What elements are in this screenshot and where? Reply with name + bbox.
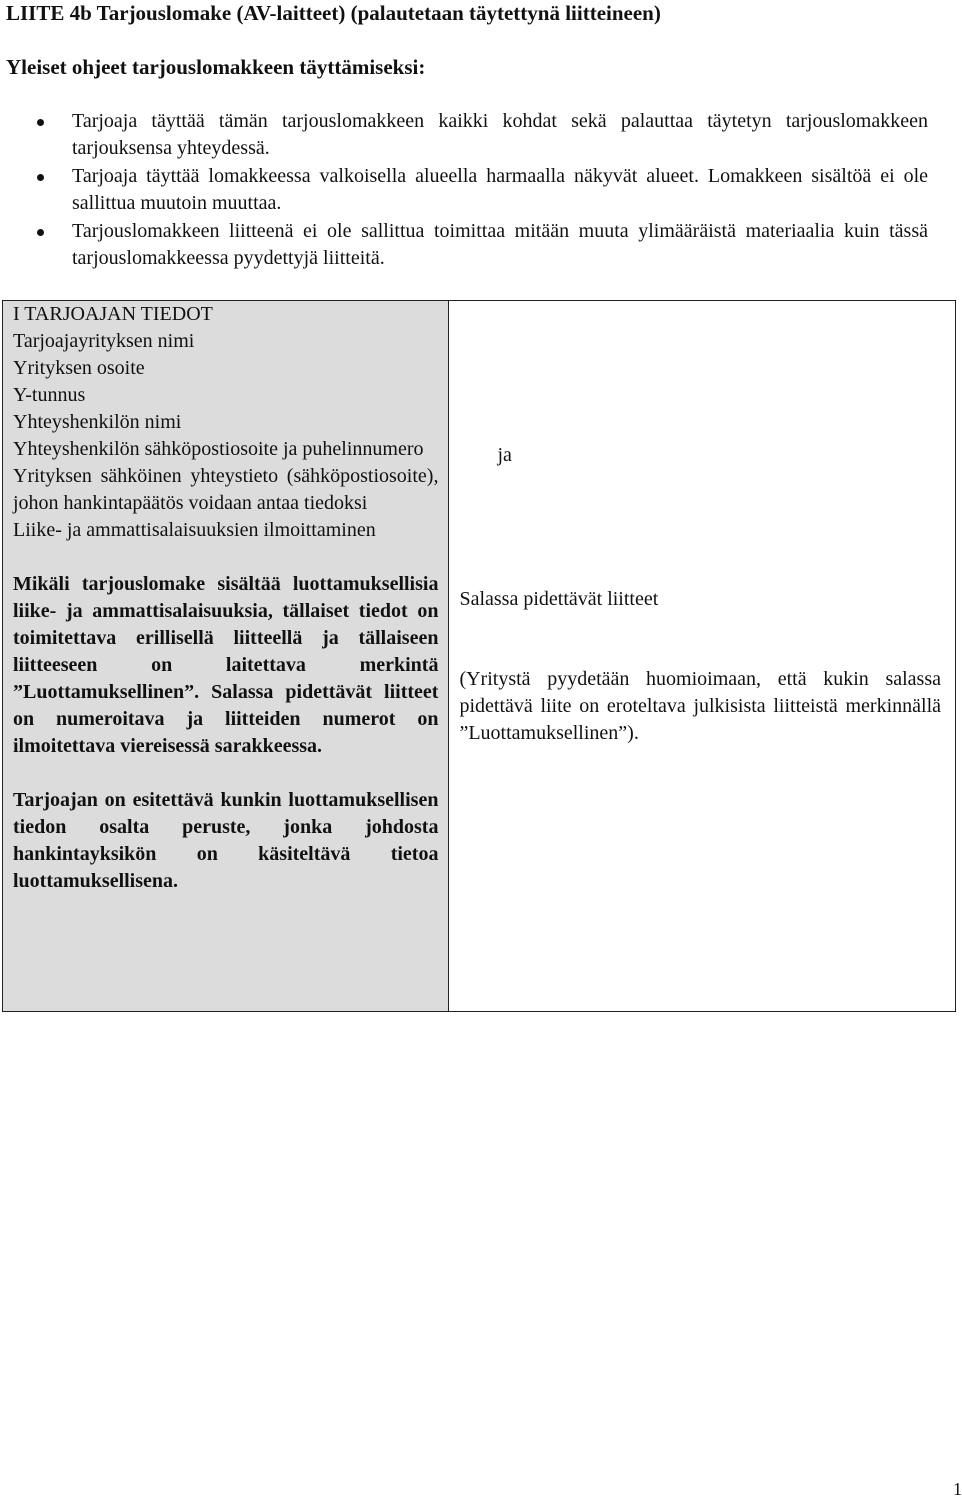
form-labels-column: [3, 301, 449, 1012]
document-title: LIITE 4b Tarjouslomake (AV-laitteet) (palautetaan täytettynä liitteineen): [6, 1, 661, 25]
bullet-icon: [37, 229, 44, 236]
contact-name-label: Yhteyshenkilön nimi: [13, 411, 182, 433]
confidential-attachments-label: Salassa pidettävät liitteet: [459, 588, 659, 610]
instruction-item: [0, 218, 960, 272]
electronic-contact-label: Yrityksen sähköinen yhteystieto (sähköpostiosoite), johon hankintapäätös voidaan antaa tiedoksi: [13, 465, 439, 514]
bidder-info-form: [2, 300, 956, 1012]
spacer: [13, 760, 438, 787]
company-address-label: Yrityksen osoite: [13, 357, 145, 379]
section-title: I TARJOAJAN TIEDOT: [13, 303, 213, 325]
confidential-note: (Yritystä pyydetään huomioimaan, että kukin salassa pidettävä liite on eroteltava julkisista liitteistä merkinnällä ”Luottamuksellinen”).: [459, 668, 941, 744]
instructions-list: [0, 108, 960, 273]
trade-secrets-label: Liike- ja ammattisalaisuuksien ilmoittaminen: [13, 519, 376, 541]
instruction-text: Tarjouslomakkeen liitteenä ei ole sallittua toimittaa mitään muuta ylimääräistä materiaalia kuin tässä tarjouslomakkeessa pyydettyjä liitteitä.: [72, 220, 928, 269]
instruction-text: Tarjoaja täyttää tämän tarjouslomakkeen kaikki kohdat sekä palauttaa täytetyn tarjouslomakkeen tarjouksensa yhteydessä.: [72, 110, 928, 159]
form-values-column[interactable]: [449, 301, 956, 1012]
page-number: 1: [953, 1479, 962, 1499]
contact-email-phone-label: Yhteyshenkilön sähköpostiosoite ja puhelinnumero: [13, 438, 424, 460]
trade-secrets-instruction: Mikäli tarjouslomake sisältää luottamuksellisia liike- ja ammattisalaisuuksia, tällaiset tiedot on toimitettava erillisellä liitteellä ja tällaiseen liitteeseen on laitettava merkintä ”Luottamuksellinen”. Salassa pidettävät liitteet on numeroitava ja liitteiden numerot on ilmoitettava viereisessä sarakkeessa.: [13, 573, 439, 757]
trade-secrets-reason-instruction: Tarjoajan on esitettävä kunkin luottamuksellisen tiedon osalta peruste, jonka johdosta hankintayksikön on käsiteltävä tietoa luottamuksellisena.: [13, 789, 439, 892]
business-id-label: Y-tunnus: [13, 384, 86, 406]
spacer: [13, 544, 438, 571]
instructions-heading: Yleiset ohjeet tarjouslomakkeen täyttämiseksi:: [6, 55, 426, 79]
company-name-label: Tarjoajayrityksen nimi: [13, 330, 195, 352]
instruction-item: [0, 163, 960, 217]
contact-connector-text: ja: [497, 444, 512, 466]
bullet-icon: [37, 174, 44, 181]
instruction-text: Tarjoaja täyttää lomakkeessa valkoisella alueella harmaalla näkyvät alueet. Lomakkeen sisältöä ei ole sallittua muutoin muuttaa.: [72, 165, 928, 214]
bullet-icon: [37, 119, 44, 126]
instruction-item: [0, 108, 960, 162]
